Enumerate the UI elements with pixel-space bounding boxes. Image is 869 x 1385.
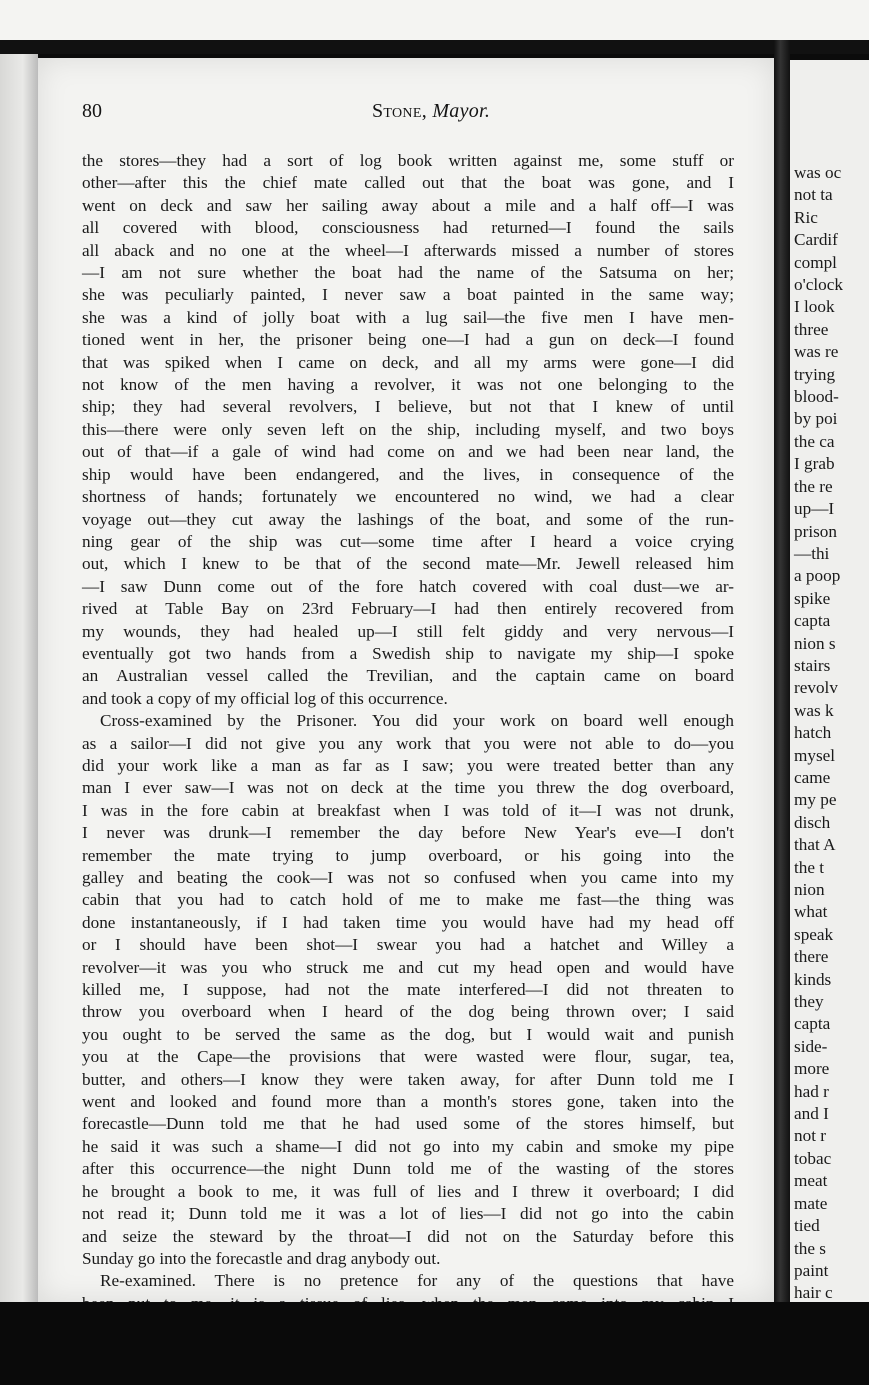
- facing-page-line: there: [794, 947, 829, 967]
- text-line: and seize the steward by the throat—I did not on the Saturday before this: [82, 1226, 734, 1246]
- scan-top-border: [0, 40, 869, 54]
- text-line: ship would have been endangered, and the lives, in consequence of the: [82, 464, 734, 484]
- facing-page-line: was k: [794, 700, 834, 720]
- facing-page-line: that A: [794, 835, 836, 855]
- text-line: you at the Cape—the provisions that were wasted were flour, sugar, tea,: [82, 1047, 734, 1067]
- facing-page-line: side-: [794, 1036, 828, 1056]
- facing-page-line: hair c: [794, 1283, 833, 1303]
- facing-page-line: disch: [794, 812, 831, 832]
- facing-page-line: my pe: [794, 790, 837, 810]
- text-line: forecastle—Dunn told me that he had used some of the stores himself, but: [82, 1114, 734, 1134]
- facing-page-line: o'clock: [794, 275, 843, 295]
- book-gutter: [774, 40, 790, 1330]
- text-line: not read it; Dunn told me it was a lot of lies—I did not go into the cabin: [82, 1204, 734, 1224]
- text-line: throw you overboard when I heard of the dog being thrown over; I said: [82, 1002, 734, 1022]
- text-line: she was peculiarly painted, I never saw a boat painted in the same way;: [82, 285, 734, 305]
- facing-page-line: up—I: [794, 499, 835, 519]
- text-line: an Australian vessel called the Trevilian, and the captain came on board: [82, 666, 734, 686]
- facing-page-line: the ca: [794, 431, 835, 451]
- text-line: —I saw Dunn come out of the fore hatch covered with coal dust—we ar-: [82, 576, 734, 596]
- text-line: ship; they had several revolvers, I believe, but not that I knew of until: [82, 397, 734, 417]
- text-line: did your work like a man as far as I saw; you were treated better than any: [82, 755, 734, 775]
- text-line: he brought a book to me, it was full of lies and I threw it overboard; I did: [82, 1181, 734, 1201]
- facing-page-line: was re: [794, 342, 839, 362]
- facing-page-line: the s: [794, 1238, 826, 1258]
- text-line: man I ever saw—I was not on deck at the time you threw the dog overboard,: [82, 778, 734, 798]
- facing-page-line: trying: [794, 364, 836, 384]
- facing-page-line: I grab: [794, 454, 835, 474]
- text-line: —I am not sure whether the boat had the name of the Satsuma on her;: [82, 263, 734, 283]
- text-line: rived at Table Bay on 23rd February—I had then entirely recovered from: [82, 599, 734, 619]
- facing-page-line: a poop: [794, 566, 841, 586]
- facing-page-line: hatch: [794, 723, 832, 743]
- text-line: Cross-examined by the Prisoner. You did your work on board well enough: [100, 711, 734, 731]
- text-line: not know of the men having a revolver, it was not one belonging to the: [82, 375, 734, 395]
- facing-page-line: kinds: [794, 969, 832, 989]
- text-line: this—there were only seven left on the ship, including myself, and two boys: [82, 419, 734, 439]
- facing-page: [790, 60, 869, 1310]
- facing-page-line: compl: [794, 252, 837, 272]
- scan-top-strip: [0, 0, 869, 40]
- text-line: all aback and no one at the wheel—I afterwards missed a number of stores: [82, 240, 734, 260]
- running-title: [372, 100, 490, 123]
- facing-page-line: nion s: [794, 633, 836, 653]
- facing-page-line: came: [794, 767, 831, 787]
- text-line: he said it was such a shame—I did not go into my cabin and smoke my pipe: [82, 1136, 734, 1156]
- text-line: voyage out—they cut away the lashings of the boat, and some of the run-: [82, 509, 734, 529]
- facing-page-text: [794, 162, 869, 1305]
- facing-page-line: nion: [794, 880, 825, 899]
- facing-page-line: the re: [794, 476, 833, 496]
- facing-page-line: more: [794, 1059, 830, 1079]
- facing-page-line: mate: [794, 1193, 828, 1213]
- facing-page-line: revolv: [794, 678, 838, 698]
- facing-page-line: they: [794, 992, 824, 1012]
- text-line: went on deck and saw her sailing away about a mile and a half off—I was: [82, 195, 734, 215]
- page-number: 80: [82, 100, 102, 122]
- facing-page-line: not ta: [794, 185, 833, 205]
- text-line: eventually got two hands from a Swedish ship to navigate my ship—I spoke: [82, 643, 734, 663]
- facing-page-line: —thi: [794, 543, 830, 563]
- text-line: the stores—they had a sort of log book written against me, some stuff or: [82, 151, 734, 170]
- running-title-role: Mayor.: [432, 100, 491, 122]
- facing-page-line: the t: [794, 857, 825, 877]
- text-line: as a sailor—I did not give you any work that you were not able to do—you: [82, 733, 734, 753]
- text-line: galley and beating the cook—I was not so confused when you came into my: [82, 868, 734, 887]
- facing-page-line: stairs: [794, 655, 831, 675]
- text-line: you ought to be served the same as the dog, but I would wait and punish: [82, 1024, 734, 1044]
- facing-page-line: prison: [794, 521, 837, 541]
- text-line: out of that—if a gale of wind had come on and we had been near land, the: [82, 442, 734, 462]
- text-line: she was a kind of jolly boat with a lug sail—the five men I have men-: [82, 307, 734, 327]
- text-line: and took a copy of my official log of this occurrence.: [82, 688, 448, 708]
- text-line: remember the mate trying to jump overboard, or his going into the: [82, 845, 734, 865]
- facing-page-line: Cardif: [794, 230, 838, 250]
- text-line: I was in the fore cabin at breakfast when I was told of it—I was not drunk,: [82, 800, 734, 820]
- facing-page-line: capta: [794, 611, 831, 631]
- text-line: I never was drunk—I remember the day before New Year's eve—I don't: [82, 823, 734, 843]
- text-line: butter, and others—I know they were taken away, for after Dunn told me I: [82, 1069, 734, 1089]
- facing-page-line: and I: [794, 1104, 829, 1124]
- text-line: all covered with blood, consciousness had returned—I found the sails: [82, 218, 734, 238]
- text-line: went and looked and found more than a month's stores gone, taken into the: [82, 1092, 734, 1112]
- facing-page-line: spike: [794, 588, 831, 608]
- facing-page-line: what: [794, 902, 828, 922]
- text-line: revolver—it was you who struck me and cut my head open and would have: [82, 957, 734, 977]
- text-line: after this occurrence—the night Dunn told me of the wasting of the stores: [82, 1159, 734, 1179]
- facing-page-line: not r: [794, 1126, 826, 1146]
- text-line: or I should have been shot—I swear you had a hatchet and Willey a: [82, 935, 734, 955]
- page-header: [82, 100, 722, 130]
- body-text: [82, 150, 734, 1315]
- facing-page-line: capta: [794, 1014, 831, 1034]
- facing-page-line: three: [794, 319, 829, 339]
- facing-page-line: had r: [794, 1081, 829, 1101]
- facing-page-line: tobac: [794, 1148, 832, 1168]
- facing-page-line: Ric: [794, 207, 818, 227]
- facing-page-line: speak: [794, 924, 834, 944]
- facing-page-line: blood-: [794, 387, 839, 407]
- text-line: Re-examined. There is no pretence for any of the questions that have: [100, 1271, 734, 1291]
- facing-page-line: I look: [794, 297, 835, 317]
- facing-page-line: paint: [794, 1260, 829, 1280]
- facing-page-line: was oc: [794, 163, 842, 182]
- text-line: killed me, I suppose, had not the mate interfered—I did not threaten to: [82, 980, 734, 1000]
- facing-page-line: by poi: [794, 409, 838, 429]
- facing-page-line: tied: [794, 1216, 820, 1236]
- text-line: cabin that you had to catch hold of me to make me fast—the thing was: [82, 890, 734, 910]
- text-line: shortness of hands; fortunately we encountered no wind, we had a clear: [82, 487, 734, 507]
- facing-page-line: mysel: [794, 745, 836, 765]
- running-title-name: Stone,: [372, 100, 427, 122]
- text-line: Sunday go into the forecastle and drag anybody out.: [82, 1248, 441, 1268]
- text-line: out, which I knew to be that of the second mate—Mr. Jewell released him: [82, 554, 734, 574]
- scan-bottom-border: [0, 1302, 869, 1385]
- text-line: ning gear of the ship was cut—some time after I heard a voice crying: [82, 531, 734, 551]
- text-line: tioned went in her, the prisoner being one—I had a gun on deck—I found: [82, 330, 734, 350]
- facing-page-line: meat: [794, 1171, 828, 1191]
- scan-left-margin: [0, 54, 38, 1314]
- text-line: other—after this the chief mate called out that the boat was gone, and I: [82, 173, 734, 193]
- text-line: that was spiked when I came on deck, and all my arms were gone—I did: [82, 352, 734, 372]
- text-line: done instantaneously, if I had taken time you would have had my head off: [82, 912, 734, 932]
- text-line: my wounds, they had healed up—I still felt giddy and very nervous—I: [82, 621, 734, 641]
